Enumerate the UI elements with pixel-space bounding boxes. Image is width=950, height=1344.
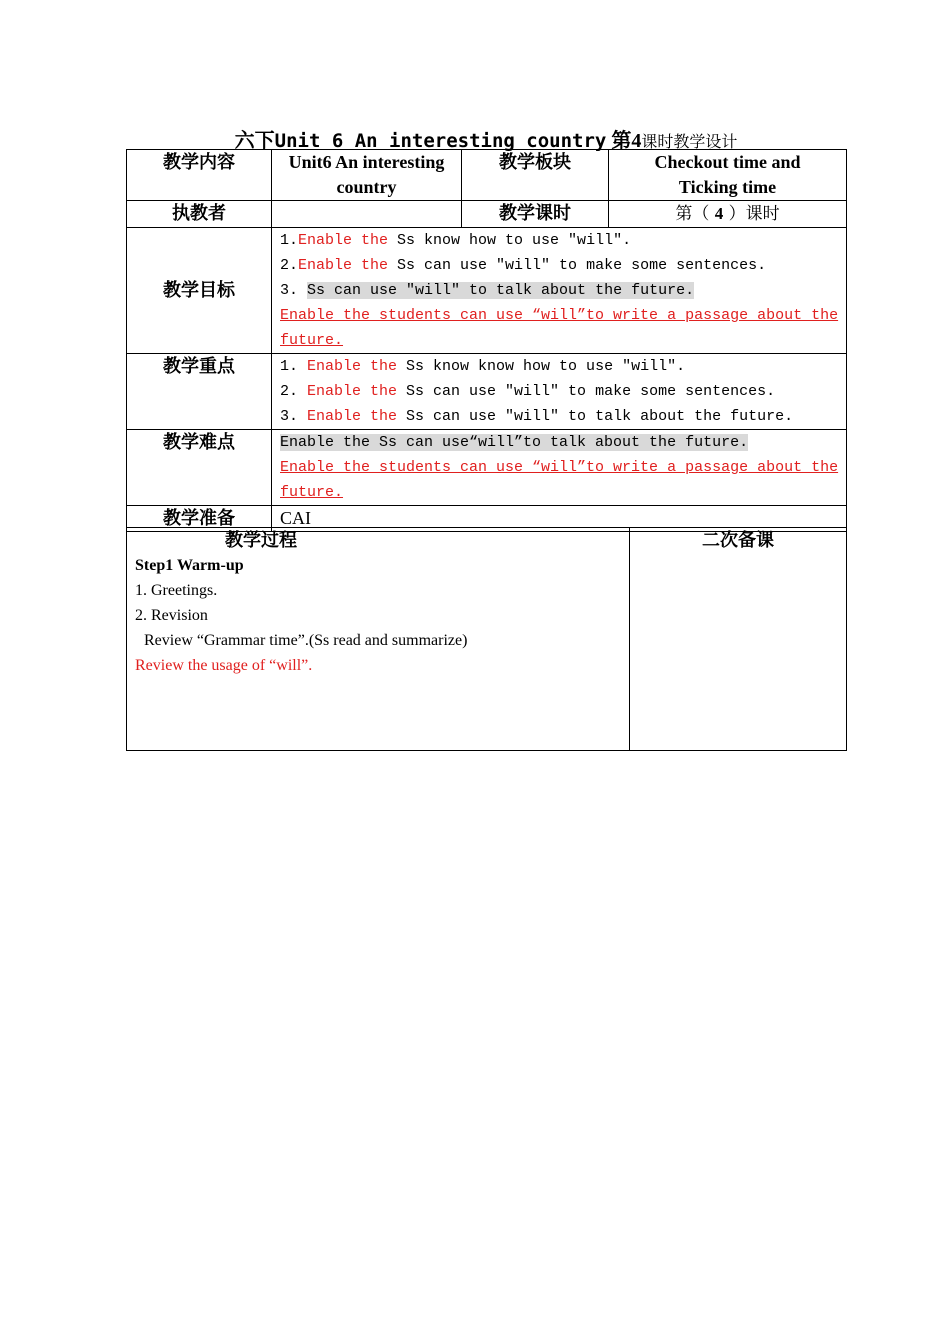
teacher-label: 执教者	[127, 201, 272, 228]
objectives-label: 教学目标	[127, 228, 272, 354]
key-point-2-text: Ss can use "will" to make some sentences.	[397, 383, 776, 400]
objective-1-text: Ss know how to use "will".	[388, 232, 632, 249]
row-process	[127, 528, 847, 751]
teacher-value	[272, 201, 462, 228]
key-points-label: 教学重点	[127, 354, 272, 430]
difficulty-1-text: Enable the Ss can use“will”to talk about the future.	[280, 434, 749, 451]
objective-2-red: Enable the	[298, 257, 389, 274]
row-objectives	[127, 228, 847, 354]
process-label: 教学过程	[225, 530, 297, 551]
period-value	[609, 201, 847, 228]
content-label: 教学内容	[127, 150, 272, 201]
objectives-content	[272, 228, 847, 354]
objective-1-num: 1.	[280, 232, 299, 249]
row-key-points	[127, 354, 847, 430]
second-prep-column	[630, 528, 847, 751]
objective-2-text: Ss can use "will" to make some sentences.	[388, 257, 767, 274]
preparation-value: CAI	[272, 506, 847, 532]
row-teacher	[127, 201, 847, 228]
title-suffix: 课时教学设计	[641, 132, 738, 151]
key-points-content	[272, 354, 847, 430]
objective-4-text-b: future.	[280, 332, 344, 349]
objective-3-num: 3.	[280, 282, 308, 299]
row-difficulties	[127, 430, 847, 506]
step1-item-2: 2. Revision	[135, 607, 208, 624]
period-open: 第（	[675, 204, 710, 224]
difficulty-2b	[280, 480, 846, 505]
section-value-line-2: Ticking time	[678, 177, 777, 197]
content-value-line-1: Unit6 An interesting	[288, 152, 445, 172]
difficulties-label: 教学难点	[127, 430, 272, 506]
objective-2	[280, 253, 846, 278]
objective-3-text: Ss can use "will" to talk about the future.	[307, 282, 695, 299]
objective-3	[280, 278, 846, 303]
difficulty-2-text-a: Enable the students can use “will”to write a passage about the	[280, 459, 839, 476]
difficulty-2	[280, 455, 846, 480]
key-point-3	[280, 404, 846, 429]
objective-4	[280, 303, 846, 328]
key-point-1-red: Enable the	[307, 358, 398, 375]
title-unit: Unit 6 An interesting country	[274, 130, 607, 152]
key-point-2-num: 2.	[280, 383, 308, 400]
section-value-line-1: Checkout time and	[654, 152, 801, 172]
section-label: 教学板块	[462, 150, 609, 201]
difficulty-2-text-b: future.	[280, 484, 344, 501]
key-point-1	[280, 354, 846, 379]
title-lesson: 第4	[611, 130, 642, 152]
key-point-3-red: Enable the	[307, 408, 398, 425]
process-table	[126, 527, 847, 751]
content-value-line-2: country	[336, 177, 397, 197]
objective-4b	[280, 328, 846, 353]
difficulties-content	[272, 430, 847, 506]
difficulty-1	[280, 430, 846, 455]
objective-1-red: Enable the	[298, 232, 389, 249]
process-content	[127, 528, 630, 751]
step1-item-1: 1. Greetings.	[135, 582, 218, 599]
key-point-3-num: 3.	[280, 408, 308, 425]
preparation-label: 教学准备	[127, 506, 272, 532]
key-point-3-text: Ss can use "will" to talk about the future.	[397, 408, 794, 425]
step1-item-3: Review “Grammar time”.(Ss read and summarize)	[144, 632, 468, 649]
key-point-1-text: Ss know know how to use "will".	[397, 358, 686, 375]
key-point-1-num: 1.	[280, 358, 308, 375]
row-content	[127, 150, 847, 201]
second-prep-label: 二次备课	[702, 530, 774, 551]
objective-1	[280, 228, 846, 253]
objective-4-text-a: Enable the students can use “will”to write a passage about the	[280, 307, 839, 324]
content-value	[272, 150, 462, 201]
key-point-2	[280, 379, 846, 404]
lesson-info-table	[126, 149, 847, 532]
step1-item-4: Review the usage of “will”.	[135, 657, 313, 674]
step1-heading: Step1 Warm-up	[135, 557, 244, 574]
section-value	[609, 150, 847, 201]
period-close: ）课时	[728, 204, 780, 224]
key-point-2-red: Enable the	[307, 383, 398, 400]
period-number: 4	[714, 204, 724, 223]
title-prefix: 六下	[234, 130, 275, 152]
objective-2-num: 2.	[280, 257, 299, 274]
period-label: 教学课时	[462, 201, 609, 228]
